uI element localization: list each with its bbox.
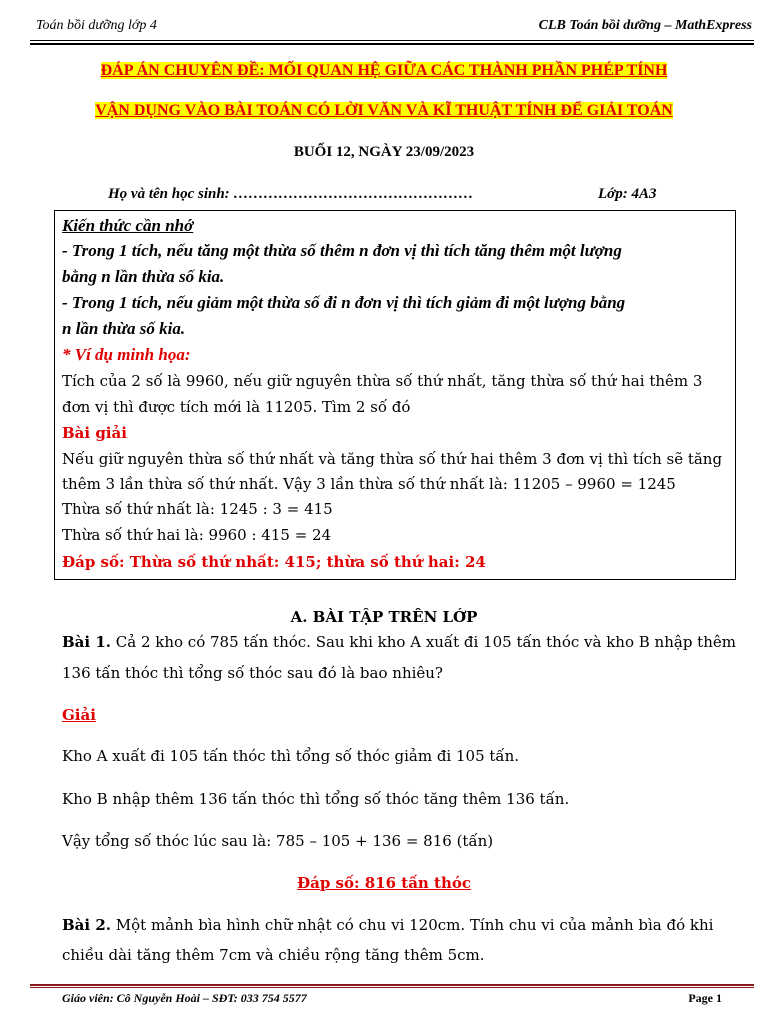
knowledge-box (54, 210, 736, 580)
footer-divider (30, 984, 754, 986)
solution-line-b: thêm 3 lần thừa số thứ nhất. Vậy 3 lần thừa số thứ nhất là: 11205 – 9960 = 1245 (62, 475, 676, 493)
bai-1-step-3: Vậy tổng số thóc lúc sau là: 785 – 105 + 136 = 816 (tấn) (62, 832, 494, 850)
bai-1-step-2: Kho B nhập thêm 136 tấn thóc thì tổng số thóc tăng thêm 136 tấn. (62, 790, 570, 808)
bai-1-line-a (62, 633, 736, 651)
bai-1-solution-heading: Giải (62, 706, 96, 724)
header-right-text: CLB Toán bồi dưỡng – MathExpress (538, 18, 752, 33)
bai-1-label: Bài 1. (62, 633, 111, 651)
knowledge-heading: Kiến thức cần nhớ (62, 216, 194, 235)
header-divider (30, 40, 754, 41)
footer-teacher: Giáo viên: Cô Nguyễn Hoài – SĐT: 033 754 5577 (62, 991, 307, 1005)
header-left-text: Toán bồi dưỡng lớp 4 (36, 18, 157, 33)
footer-page-number: Page 1 (688, 991, 722, 1005)
title-line-1 (0, 62, 768, 80)
example-heading: * Ví dụ minh họa: (62, 345, 191, 364)
rule-1-line-b: bằng n lần thừa số kia. (62, 267, 225, 286)
title-line-2-text: VẬN DỤNG VÀO BÀI TOÁN CÓ LỜI VĂN VÀ KĨ THUẬT TÍNH ĐỂ GIẢI TOÁN (95, 102, 673, 119)
footer-divider-thin (30, 987, 754, 988)
rule-2-line-a: - Trong 1 tích, nếu giảm một thừa số đi n đơn vị thì tích giảm đi một lượng bằng (62, 293, 626, 312)
bai-2-line-a (62, 916, 713, 934)
bai-1-text-a: Cả 2 kho có 785 tấn thóc. Sau khi kho A xuất đi 105 tấn thóc và kho B nhập thêm (110, 633, 736, 651)
title-line-2 (0, 102, 768, 120)
bai-1-line-b: 136 tấn thóc thì tổng số thóc sau đó là bao nhiêu? (62, 664, 443, 682)
section-a-heading: A. BÀI TẬP TRÊN LỚP (290, 608, 478, 626)
solution-heading: Bài giải (62, 424, 127, 442)
solution-line-c: Thừa số thứ nhất là: 1245 : 3 = 415 (62, 500, 333, 518)
bai-2-line-b: chiều dài tăng thêm 7cm và chiều rộng tăng thêm 5cm. (62, 946, 485, 964)
solution-line-a: Nếu giữ nguyên thừa số thứ nhất và tăng thừa số thứ hai thêm 3 đơn vị thì tích sẽ tăng (62, 450, 723, 468)
example-line-a: Tích của 2 số là 9960, nếu giữ nguyên thừa số thứ nhất, tăng thừa số thứ hai thêm 3 (62, 372, 703, 390)
bai-2-text-a: Một mảnh bìa hình chữ nhật có chu vi 120cm. Tính chu vi của mảnh bìa đó khi (110, 916, 714, 934)
student-name-field: Họ và tên học sinh: ………………………………………… (108, 186, 474, 202)
example-line-b: đơn vị thì được tích mới là 11205. Tìm 2 số đó (62, 398, 411, 416)
session-date: BUỔI 12, NGÀY 23/09/2023 (293, 144, 475, 160)
bai-1-step-1: Kho A xuất đi 105 tấn thóc thì tổng số thóc giảm đi 105 tấn. (62, 747, 520, 765)
example-answer: Đáp số: Thừa số thứ nhất: 415; thừa số thứ hai: 24 (62, 553, 486, 571)
rule-1-line-a: - Trong 1 tích, nếu tăng một thừa số thêm n đơn vị thì tích tăng thêm một lượng (62, 241, 622, 260)
bai-1-answer: Đáp số: 816 tấn thóc (296, 874, 472, 892)
class-label: Lớp: 4A3 (598, 186, 657, 202)
header-divider-thick (30, 43, 754, 45)
title-line-1-text: ĐÁP ÁN CHUYÊN ĐỀ: MỐI QUAN HỆ GIỮA CÁC THÀNH PHẦN PHÉP TÍNH (100, 62, 668, 79)
bai-2-label: Bài 2. (62, 916, 111, 934)
solution-line-d: Thừa số thứ hai là: 9960 : 415 = 24 (62, 526, 332, 544)
rule-2-line-b: n lần thừa số kia. (62, 319, 186, 338)
